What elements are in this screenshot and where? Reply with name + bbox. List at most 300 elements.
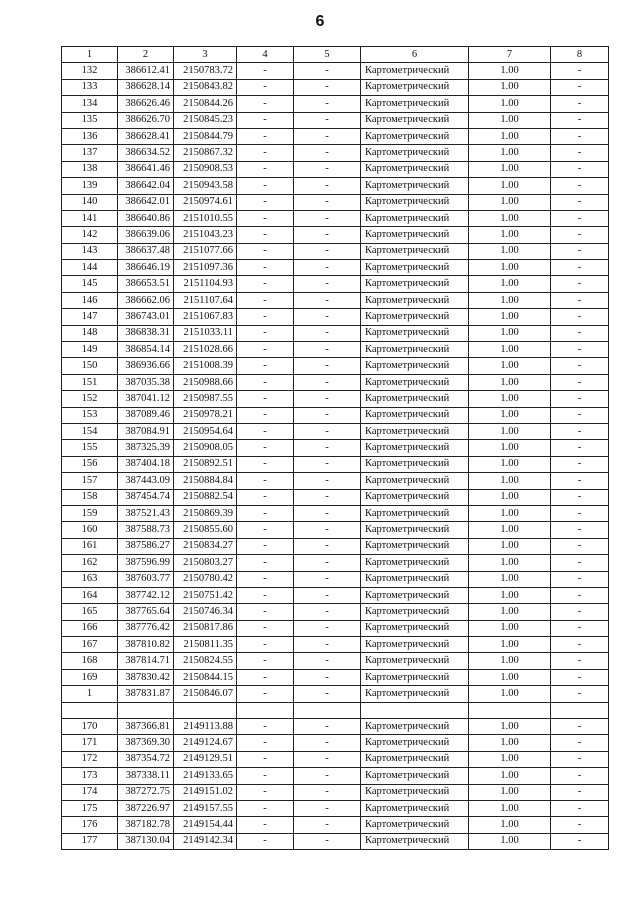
table-row: [62, 342, 609, 358]
cell-col-4: -: [237, 522, 294, 538]
table-row: [62, 522, 609, 538]
table-row: [62, 473, 609, 489]
cell-method: Картометрический: [361, 686, 469, 702]
cell-x-coordinate: 387182.78: [118, 817, 174, 833]
cell-col-8: -: [551, 194, 609, 210]
cell-col-8: -: [551, 210, 609, 226]
table-row: [62, 489, 609, 505]
cell-accuracy: 1.00: [469, 587, 551, 603]
coordinates-table: [61, 46, 609, 850]
cell-x-coordinate: 386662.06: [118, 292, 174, 308]
cell-col-5: [294, 702, 361, 718]
cell-x-coordinate: 387035.38: [118, 374, 174, 390]
cell-y-coordinate: 2150843.82: [174, 79, 237, 95]
cell-col-8: -: [551, 292, 609, 308]
cell-y-coordinate: 2150803.27: [174, 555, 237, 571]
table-row: [62, 587, 609, 603]
cell-accuracy: 1.00: [469, 719, 551, 735]
table-row: [62, 79, 609, 95]
cell-accuracy: 1.00: [469, 128, 551, 144]
cell-col-5: -: [294, 423, 361, 439]
cell-x-coordinate: 386640.86: [118, 210, 174, 226]
cell-x-coordinate: 386838.31: [118, 325, 174, 341]
cell-y-coordinate: 2150954.64: [174, 423, 237, 439]
cell-col-4: -: [237, 456, 294, 472]
cell-y-coordinate: 2150867.32: [174, 145, 237, 161]
table-row: [62, 555, 609, 571]
cell-col-4: -: [237, 751, 294, 767]
cell-x-coordinate: 387089.46: [118, 407, 174, 423]
cell-col-4: -: [237, 161, 294, 177]
cell-x-coordinate: 387810.82: [118, 637, 174, 653]
cell-col-8: -: [551, 751, 609, 767]
cell-method: Картометрический: [361, 473, 469, 489]
cell-col-8: -: [551, 63, 609, 79]
cell-col-8: -: [551, 161, 609, 177]
cell-col-4: -: [237, 817, 294, 833]
cell-point-number: 176: [62, 817, 118, 833]
cell-accuracy: 1.00: [469, 260, 551, 276]
table-row: [62, 96, 609, 112]
cell-col-5: -: [294, 587, 361, 603]
cell-col-5: -: [294, 210, 361, 226]
cell-point-number: 160: [62, 522, 118, 538]
cell-x-coordinate: [118, 702, 174, 718]
cell-col-4: -: [237, 358, 294, 374]
cell-method: Картометрический: [361, 522, 469, 538]
cell-accuracy: 1.00: [469, 112, 551, 128]
cell-col-5: -: [294, 128, 361, 144]
cell-col-5: -: [294, 571, 361, 587]
cell-point-number: 150: [62, 358, 118, 374]
table-row: [62, 112, 609, 128]
cell-col-8: -: [551, 260, 609, 276]
cell-method: Картометрический: [361, 800, 469, 816]
cell-y-coordinate: 2150892.51: [174, 456, 237, 472]
cell-point-number: 156: [62, 456, 118, 472]
cell-col-8: -: [551, 243, 609, 259]
cell-col-4: -: [237, 342, 294, 358]
cell-accuracy: 1.00: [469, 653, 551, 669]
cell-accuracy: 1.00: [469, 538, 551, 554]
cell-method: Картометрический: [361, 489, 469, 505]
table-row: [62, 571, 609, 587]
header-col-2: 2: [118, 47, 174, 63]
cell-y-coordinate: 2149157.55: [174, 800, 237, 816]
cell-y-coordinate: 2150751.42: [174, 587, 237, 603]
cell-col-5: -: [294, 374, 361, 390]
header-col-6: 6: [361, 47, 469, 63]
cell-point-number: 162: [62, 555, 118, 571]
table-row: [62, 292, 609, 308]
cell-accuracy: 1.00: [469, 358, 551, 374]
cell-point-number: 175: [62, 800, 118, 816]
cell-method: Картометрический: [361, 178, 469, 194]
cell-y-coordinate: 2151104.93: [174, 276, 237, 292]
cell-col-4: -: [237, 686, 294, 702]
cell-method: Картометрический: [361, 358, 469, 374]
cell-x-coordinate: 387586.27: [118, 538, 174, 554]
cell-col-4: -: [237, 128, 294, 144]
cell-col-5: -: [294, 505, 361, 521]
cell-point-number: 141: [62, 210, 118, 226]
cell-col-8: -: [551, 587, 609, 603]
cell-y-coordinate: 2149124.67: [174, 735, 237, 751]
cell-x-coordinate: 387354.72: [118, 751, 174, 767]
cell-col-5: -: [294, 112, 361, 128]
header-col-7: 7: [469, 47, 551, 63]
cell-col-8: -: [551, 178, 609, 194]
cell-col-8: -: [551, 719, 609, 735]
cell-y-coordinate: 2151010.55: [174, 210, 237, 226]
cell-col-4: -: [237, 505, 294, 521]
cell-x-coordinate: 387369.30: [118, 735, 174, 751]
cell-col-8: -: [551, 522, 609, 538]
cell-accuracy: 1.00: [469, 669, 551, 685]
cell-x-coordinate: 386653.51: [118, 276, 174, 292]
cell-col-5: -: [294, 735, 361, 751]
cell-method: Картометрический: [361, 112, 469, 128]
cell-point-number: 143: [62, 243, 118, 259]
header-row: [62, 47, 609, 63]
table-row: [62, 604, 609, 620]
table-row: [62, 63, 609, 79]
cell-y-coordinate: 2149154.44: [174, 817, 237, 833]
cell-col-4: -: [237, 145, 294, 161]
cell-point-number: 147: [62, 309, 118, 325]
cell-x-coordinate: 387041.12: [118, 391, 174, 407]
cell-method: Картометрический: [361, 571, 469, 587]
cell-method: Картометрический: [361, 374, 469, 390]
cell-method: Картометрический: [361, 227, 469, 243]
header-col-8: 8: [551, 47, 609, 63]
table-row: [62, 178, 609, 194]
cell-col-5: -: [294, 63, 361, 79]
table-row-gap: [62, 702, 609, 718]
table-row: [62, 817, 609, 833]
cell-y-coordinate: 2150988.66: [174, 374, 237, 390]
table-row: [62, 620, 609, 636]
cell-x-coordinate: 386646.19: [118, 260, 174, 276]
table-row: [62, 440, 609, 456]
cell-method: Картометрический: [361, 637, 469, 653]
cell-col-4: -: [237, 620, 294, 636]
cell-accuracy: 1.00: [469, 161, 551, 177]
cell-col-8: -: [551, 374, 609, 390]
cell-accuracy: 1.00: [469, 407, 551, 423]
cell-col-4: -: [237, 800, 294, 816]
cell-col-4: -: [237, 784, 294, 800]
cell-method: Картометрический: [361, 768, 469, 784]
cell-col-5: -: [294, 358, 361, 374]
cell-point-number: 168: [62, 653, 118, 669]
cell-col-5: -: [294, 653, 361, 669]
cell-col-5: -: [294, 194, 361, 210]
table-row: [62, 800, 609, 816]
cell-accuracy: 1.00: [469, 505, 551, 521]
cell-accuracy: 1.00: [469, 522, 551, 538]
cell-method: Картометрический: [361, 538, 469, 554]
cell-x-coordinate: 386743.01: [118, 309, 174, 325]
cell-point-number: 157: [62, 473, 118, 489]
cell-method: [361, 702, 469, 718]
cell-x-coordinate: 386642.04: [118, 178, 174, 194]
cell-x-coordinate: 387338.11: [118, 768, 174, 784]
cell-y-coordinate: 2150845.23: [174, 112, 237, 128]
header-col-1: 1: [62, 47, 118, 63]
cell-y-coordinate: 2149151.02: [174, 784, 237, 800]
cell-col-4: -: [237, 555, 294, 571]
cell-x-coordinate: 387776.42: [118, 620, 174, 636]
table-row: [62, 505, 609, 521]
table-row: [62, 637, 609, 653]
cell-x-coordinate: 386612.41: [118, 63, 174, 79]
cell-col-5: -: [294, 243, 361, 259]
cell-method: Картометрический: [361, 407, 469, 423]
cell-x-coordinate: 387443.09: [118, 473, 174, 489]
cell-col-5: -: [294, 79, 361, 95]
header-col-5: 5: [294, 47, 361, 63]
cell-col-8: -: [551, 473, 609, 489]
cell-accuracy: 1.00: [469, 620, 551, 636]
cell-method: Картометрический: [361, 440, 469, 456]
cell-x-coordinate: 387765.64: [118, 604, 174, 620]
cell-method: Картометрический: [361, 423, 469, 439]
header-col-4: 4: [237, 47, 294, 63]
cell-x-coordinate: 387831.87: [118, 686, 174, 702]
cell-accuracy: 1.00: [469, 276, 551, 292]
cell-method: Картометрический: [361, 456, 469, 472]
cell-col-4: -: [237, 374, 294, 390]
table-body: [62, 63, 609, 850]
cell-point-number: 177: [62, 833, 118, 849]
cell-col-5: -: [294, 309, 361, 325]
cell-point-number: 133: [62, 79, 118, 95]
cell-col-4: -: [237, 325, 294, 341]
cell-point-number: 138: [62, 161, 118, 177]
cell-method: Картометрический: [361, 260, 469, 276]
cell-col-5: -: [294, 96, 361, 112]
cell-col-4: -: [237, 735, 294, 751]
cell-col-5: -: [294, 161, 361, 177]
table-row: [62, 374, 609, 390]
table-row: [62, 456, 609, 472]
cell-point-number: 140: [62, 194, 118, 210]
cell-accuracy: 1.00: [469, 637, 551, 653]
cell-col-5: -: [294, 800, 361, 816]
cell-x-coordinate: 387272.75: [118, 784, 174, 800]
cell-col-8: -: [551, 735, 609, 751]
cell-x-coordinate: 387084.91: [118, 423, 174, 439]
cell-col-4: -: [237, 391, 294, 407]
cell-point-number: 1: [62, 686, 118, 702]
cell-method: Картометрический: [361, 325, 469, 341]
cell-method: Картометрический: [361, 587, 469, 603]
cell-point-number: 142: [62, 227, 118, 243]
cell-x-coordinate: 387830.42: [118, 669, 174, 685]
cell-accuracy: 1.00: [469, 456, 551, 472]
cell-col-8: -: [551, 407, 609, 423]
cell-col-4: -: [237, 669, 294, 685]
cell-accuracy: 1.00: [469, 686, 551, 702]
table-row: [62, 538, 609, 554]
cell-point-number: 153: [62, 407, 118, 423]
cell-col-4: -: [237, 489, 294, 505]
cell-col-4: -: [237, 604, 294, 620]
cell-point-number: 148: [62, 325, 118, 341]
cell-method: Картометрический: [361, 63, 469, 79]
cell-point-number: 170: [62, 719, 118, 735]
cell-col-8: -: [551, 423, 609, 439]
cell-col-8: -: [551, 833, 609, 849]
cell-point-number: 144: [62, 260, 118, 276]
cell-point-number: 154: [62, 423, 118, 439]
cell-point-number: 139: [62, 178, 118, 194]
cell-col-5: -: [294, 440, 361, 456]
cell-accuracy: 1.00: [469, 571, 551, 587]
cell-col-4: -: [237, 210, 294, 226]
cell-col-8: -: [551, 112, 609, 128]
cell-point-number: 165: [62, 604, 118, 620]
cell-col-4: -: [237, 276, 294, 292]
cell-col-8: -: [551, 817, 609, 833]
cell-accuracy: 1.00: [469, 178, 551, 194]
cell-col-5: -: [294, 833, 361, 849]
cell-y-coordinate: 2150908.53: [174, 161, 237, 177]
cell-x-coordinate: 386626.70: [118, 112, 174, 128]
table-row: [62, 260, 609, 276]
cell-col-5: -: [294, 751, 361, 767]
cell-method: Картометрический: [361, 604, 469, 620]
cell-accuracy: 1.00: [469, 784, 551, 800]
cell-y-coordinate: 2150817.86: [174, 620, 237, 636]
cell-col-8: -: [551, 686, 609, 702]
cell-col-5: -: [294, 604, 361, 620]
cell-col-4: -: [237, 309, 294, 325]
cell-accuracy: 1.00: [469, 292, 551, 308]
cell-col-5: -: [294, 817, 361, 833]
cell-col-8: -: [551, 128, 609, 144]
cell-y-coordinate: 2151043.23: [174, 227, 237, 243]
cell-y-coordinate: 2149113.88: [174, 719, 237, 735]
cell-method: Картометрический: [361, 292, 469, 308]
cell-col-4: -: [237, 292, 294, 308]
cell-x-coordinate: 387226.97: [118, 800, 174, 816]
cell-col-8: -: [551, 440, 609, 456]
cell-point-number: 137: [62, 145, 118, 161]
cell-y-coordinate: 2150746.34: [174, 604, 237, 620]
cell-col-8: [551, 702, 609, 718]
cell-accuracy: [469, 702, 551, 718]
cell-col-5: -: [294, 456, 361, 472]
cell-y-coordinate: 2150824.55: [174, 653, 237, 669]
cell-accuracy: 1.00: [469, 833, 551, 849]
cell-x-coordinate: 386637.48: [118, 243, 174, 259]
cell-accuracy: 1.00: [469, 194, 551, 210]
cell-col-5: -: [294, 178, 361, 194]
cell-x-coordinate: 386639.06: [118, 227, 174, 243]
cell-accuracy: 1.00: [469, 243, 551, 259]
cell-y-coordinate: 2150978.21: [174, 407, 237, 423]
cell-x-coordinate: 386936.66: [118, 358, 174, 374]
cell-point-number: 159: [62, 505, 118, 521]
table-row: [62, 686, 609, 702]
table-row: [62, 227, 609, 243]
cell-col-5: -: [294, 391, 361, 407]
cell-point-number: 166: [62, 620, 118, 636]
cell-col-5: -: [294, 260, 361, 276]
cell-method: Картометрический: [361, 751, 469, 767]
cell-col-8: -: [551, 391, 609, 407]
cell-col-5: -: [294, 473, 361, 489]
table-row: [62, 784, 609, 800]
cell-col-5: -: [294, 407, 361, 423]
cell-method: Картометрический: [361, 653, 469, 669]
cell-y-coordinate: 2149142.34: [174, 833, 237, 849]
cell-x-coordinate: 386634.52: [118, 145, 174, 161]
cell-x-coordinate: 387596.99: [118, 555, 174, 571]
cell-col-8: -: [551, 653, 609, 669]
cell-y-coordinate: 2151077.66: [174, 243, 237, 259]
cell-point-number: 145: [62, 276, 118, 292]
cell-col-4: -: [237, 194, 294, 210]
cell-col-8: -: [551, 505, 609, 521]
table-row: [62, 194, 609, 210]
cell-y-coordinate: 2150846.07: [174, 686, 237, 702]
table-row: [62, 391, 609, 407]
cell-col-5: -: [294, 292, 361, 308]
cell-method: Картометрический: [361, 833, 469, 849]
table-row: [62, 751, 609, 767]
cell-accuracy: 1.00: [469, 79, 551, 95]
cell-col-5: -: [294, 669, 361, 685]
cell-method: Картометрический: [361, 96, 469, 112]
table-row: [62, 210, 609, 226]
cell-col-4: -: [237, 112, 294, 128]
cell-col-8: -: [551, 784, 609, 800]
cell-method: Картометрический: [361, 719, 469, 735]
cell-col-4: -: [237, 407, 294, 423]
cell-col-4: -: [237, 227, 294, 243]
cell-col-4: -: [237, 571, 294, 587]
cell-col-5: -: [294, 620, 361, 636]
cell-accuracy: 1.00: [469, 800, 551, 816]
cell-y-coordinate: 2150908.05: [174, 440, 237, 456]
cell-point-number: 161: [62, 538, 118, 554]
table-row: [62, 309, 609, 325]
cell-y-coordinate: 2149129.51: [174, 751, 237, 767]
cell-accuracy: 1.00: [469, 342, 551, 358]
cell-x-coordinate: 387588.73: [118, 522, 174, 538]
cell-x-coordinate: 387814.71: [118, 653, 174, 669]
cell-method: Картометрический: [361, 309, 469, 325]
cell-accuracy: 1.00: [469, 96, 551, 112]
cell-y-coordinate: 2150780.42: [174, 571, 237, 587]
cell-x-coordinate: 386628.14: [118, 79, 174, 95]
cell-method: Картометрический: [361, 210, 469, 226]
cell-accuracy: 1.00: [469, 63, 551, 79]
cell-col-4: [237, 702, 294, 718]
cell-method: Картометрический: [361, 620, 469, 636]
cell-accuracy: 1.00: [469, 489, 551, 505]
table-row: [62, 719, 609, 735]
cell-col-4: -: [237, 260, 294, 276]
cell-col-5: -: [294, 522, 361, 538]
cell-method: Картометрический: [361, 276, 469, 292]
cell-y-coordinate: 2150943.58: [174, 178, 237, 194]
cell-point-number: 163: [62, 571, 118, 587]
cell-col-5: -: [294, 325, 361, 341]
